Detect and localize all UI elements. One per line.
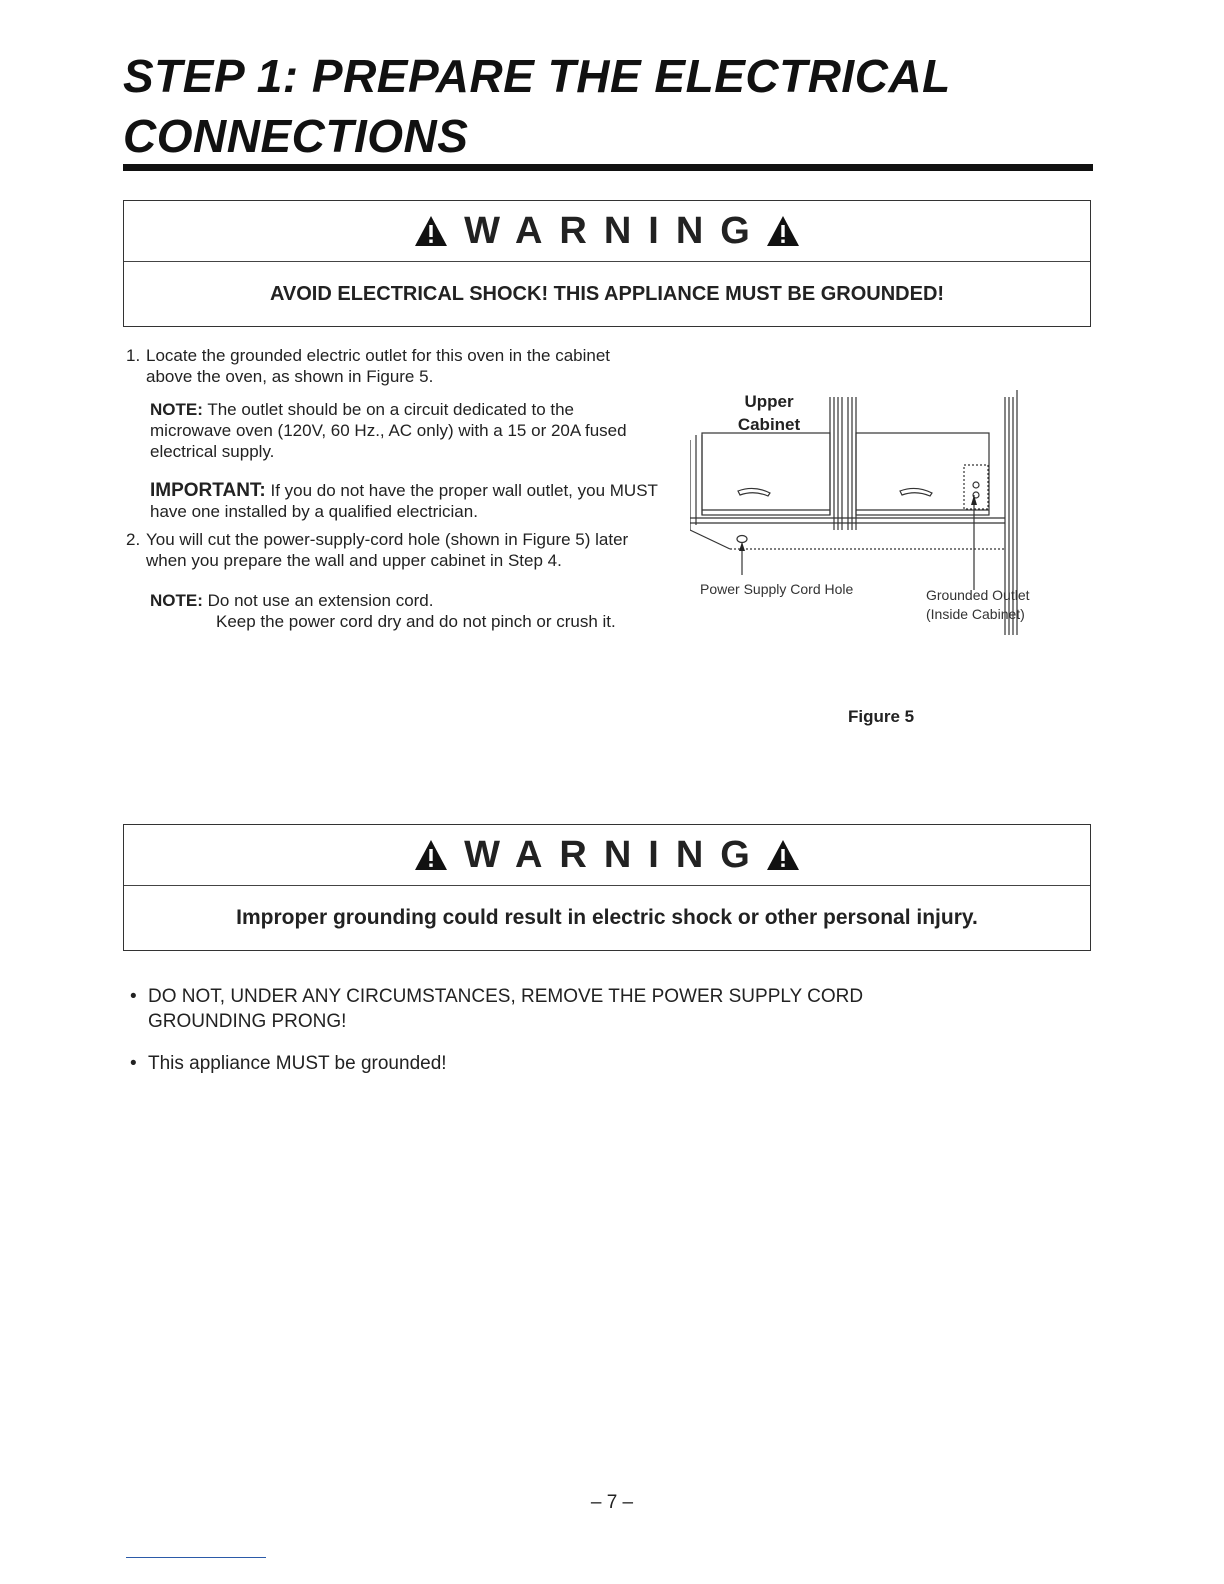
step-item-2: [126, 529, 686, 571]
important-text: If you do not have the proper wall outlet, you MUST have one installed by a qualified electrician.: [150, 481, 658, 521]
warning-message: Improper grounding could result in electric shock or other personal injury.: [236, 906, 978, 929]
page-title-line-1: STEP 1: PREPARE THE ELECTRICAL: [123, 50, 951, 102]
step-text: You will cut the power-supply-cord hole (shown in Figure 5) later when you prepare the wall and upper cabinet in Step 4.: [146, 530, 629, 570]
page-number: – 7 –: [590, 1492, 634, 1513]
figure-caption: Figure 5: [848, 707, 915, 726]
warning-triangle-icon: [414, 215, 448, 247]
important-note: [126, 480, 675, 522]
note-label: NOTE:: [150, 400, 203, 419]
bullet-list: [130, 984, 1030, 1076]
label-power-supply-cord-hole: Power Supply Cord Hole: [700, 581, 854, 597]
note-dedicated-circuit: [126, 399, 650, 462]
label-cabinet: Cabinet: [737, 415, 801, 434]
bullet-dot: •: [130, 986, 137, 1007]
bullet-dot: •: [130, 1053, 137, 1074]
step-item-1: [126, 345, 686, 387]
bullet-item: [130, 984, 1030, 1034]
label-grounded-outlet: Grounded Outlet: [926, 587, 1030, 603]
note-label: NOTE:: [150, 591, 203, 610]
important-label: IMPORTANT:: [150, 480, 266, 501]
label-inside-cabinet: (Inside Cabinet): [926, 606, 1025, 622]
warning-box-improper-grounding: [123, 824, 1091, 951]
warning-header: [124, 825, 1090, 886]
footer-line: [126, 1557, 266, 1558]
step-number: 1.: [126, 346, 141, 365]
warning-triangle-icon: [766, 839, 800, 871]
title-rule: [123, 164, 1093, 171]
note-text: The outlet should be on a circuit dedicated to the microwave oven (120V, 60 Hz., AC only) with a 15 or 20A fused electrical supply.: [150, 400, 627, 461]
warning-header: [124, 201, 1090, 262]
label-upper: Upper: [744, 392, 794, 411]
bullet-item: [130, 1051, 1030, 1076]
warning-heading: WARNING: [464, 209, 767, 252]
bullet-text: This appliance MUST be grounded!: [148, 1053, 447, 1074]
step-number: 2.: [126, 530, 141, 549]
bullet-text-line-1: DO NOT, UNDER ANY CIRCUMSTANCES, REMOVE THE POWER SUPPLY CORD: [148, 986, 864, 1007]
step-text: Locate the grounded electric outlet for this oven in the cabinet above the oven, as shown in Figure 5.: [146, 346, 611, 386]
bullet-text-line-2: GROUNDING PRONG!: [148, 1011, 347, 1032]
warning-heading: WARNING: [464, 833, 767, 876]
figure-5-diagram: [690, 385, 1070, 635]
warning-message: AVOID ELECTRICAL SHOCK! THIS APPLIANCE MUST BE GROUNDED!: [269, 282, 945, 305]
warning-box-grounded: [123, 200, 1091, 327]
warning-triangle-icon: [414, 839, 448, 871]
instruction-steps: [126, 345, 686, 632]
note-text: Do not use an extension cord.: [207, 591, 434, 610]
note-text-continued: Keep the power cord dry and do not pinch or crush it.: [216, 612, 616, 631]
page-title-line-2: CONNECTIONS: [123, 110, 469, 162]
note-extension-cord: [126, 590, 686, 632]
warning-triangle-icon: [766, 215, 800, 247]
page-title: [123, 46, 1103, 166]
